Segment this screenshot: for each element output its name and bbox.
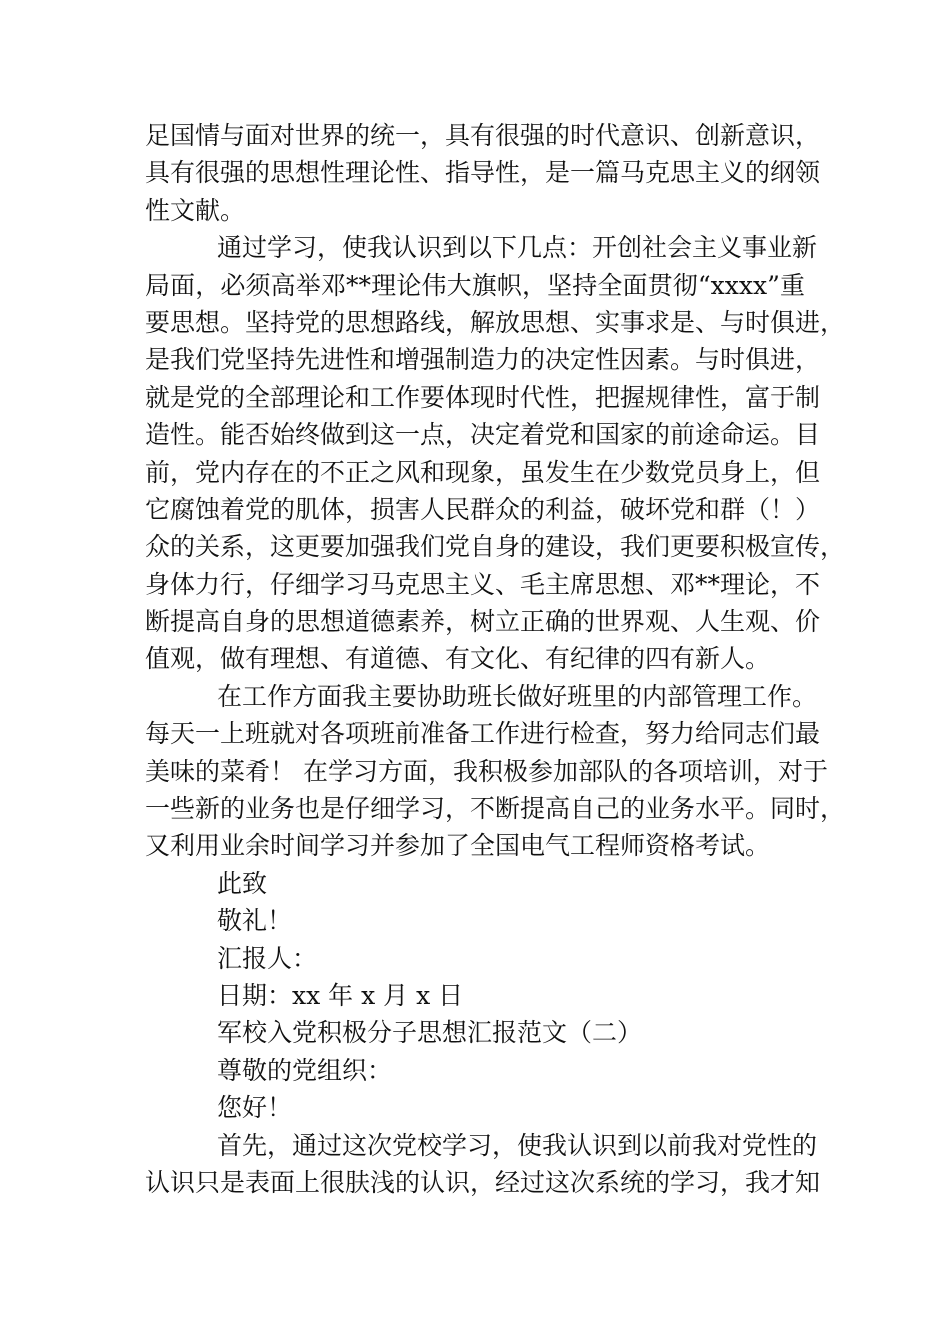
closing-line: 此致 xyxy=(217,868,268,898)
text-line: 具有很强的思想性理论性、指导性，是一篇马克思主义的纲领 xyxy=(145,158,821,188)
text-line: 前，党内存在的不正之风和现象，虽发生在少数党员身上，但 xyxy=(145,457,821,487)
text-line: 值观，做有理想、有道德、有文化、有纪律的四有新人。 xyxy=(145,644,771,674)
document-body xyxy=(145,117,846,1201)
text-line: 造性。能否始终做到这一点，决定着党和国家的前途命运。目 xyxy=(145,420,821,450)
text-line: 断提高自身的思想道德素养，树立正确的世界观、人生观、价 xyxy=(145,607,821,637)
text-line: 性文献。 xyxy=(145,195,246,225)
salutation-line: 敬礼！ xyxy=(217,906,293,936)
text-line: 就是党的全部理论和工作要体现时代性，把握规律性，富于制 xyxy=(145,382,821,412)
text-line: 它腐蚀着党的肌体，损害人民群众的利益，破坏党和群（！） xyxy=(145,494,821,524)
text-line: 身体力行，仔细学习马克思主义、毛主席思想、邓**理论，不 xyxy=(145,569,821,599)
text-line: 美味的菜肴！ 在学习方面，我积极参加部队的各项培训，对于 xyxy=(145,756,828,786)
paragraph-start-line: 首先，通过这次党校学习，使我认识到以前我对党性的 xyxy=(217,1130,818,1160)
text-line: 众的关系，这更要加强我们党自身的建设，我们更要积极宣传， xyxy=(145,532,846,562)
text-line: 又利用业余时间学习并参加了全国电气工程师资格考试。 xyxy=(145,831,771,861)
greeting-line: 尊敬的党组织： xyxy=(217,1055,393,1085)
text-line: 一些新的业务也是仔细学习，不断提高自己的业务水平。同时， xyxy=(145,794,846,824)
text-line: 每天一上班就对各项班前准备工作进行检查，努力给同志们最 xyxy=(145,719,821,749)
text-line: 足国情与面对世界的统一，具有很强的时代意识、创新意识， xyxy=(145,121,821,150)
section-title: 军校入党积极分子思想汇报范文（二） xyxy=(217,1018,643,1048)
text-line: 是我们党坚持先进性和增强制造力的决定性因素。与时俱进， xyxy=(145,345,821,375)
text-line: 局面，必须高举邓**理论伟大旗帜，坚持全面贯彻“xxxx”重 xyxy=(145,270,805,300)
date-line: 日期：xx 年 x 月 x 日 xyxy=(217,980,464,1010)
text-line: 要思想。坚持党的思想路线，解放思想、实事求是、与时俱进， xyxy=(145,307,846,337)
reporter-line: 汇报人： xyxy=(217,943,318,973)
greeting-line: 您好！ xyxy=(217,1093,293,1123)
paragraph-start-line: 在工作方面我主要协助班长做好班里的内部管理工作。 xyxy=(217,681,818,711)
paragraph-start-line: 通过学习，使我认识到以下几点：开创社会主义事业新 xyxy=(217,233,818,263)
text-line: 认识只是表面上很肤浅的认识，经过这次系统的学习，我才知 xyxy=(145,1167,821,1197)
